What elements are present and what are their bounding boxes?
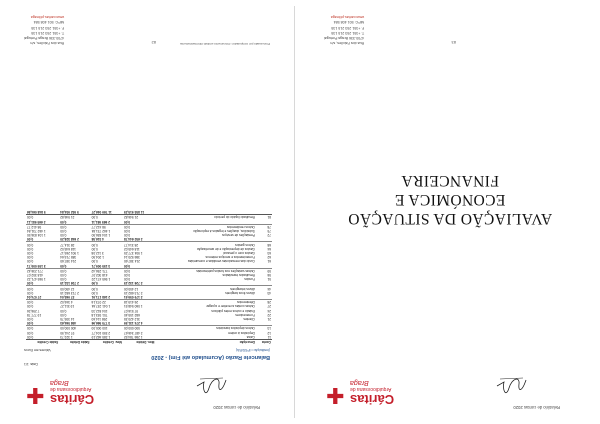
cell-sc: 0,00 — [27, 242, 34, 247]
cell-conta: 21 — [267, 316, 271, 321]
cell-sd: 1 322,73 — [60, 334, 73, 339]
left-page — [6, 6, 295, 418]
logo-sub: Arquidiocesana de — [50, 386, 92, 392]
cell-cred: 4 316,58 — [91, 237, 123, 242]
table-row — [26, 251, 272, 255]
section-title-line: AVALIAÇÃO DA SITUAÇÃO — [347, 210, 553, 227]
cell-deb: 0,00 — [123, 268, 131, 273]
cell-sd: 0,00 — [60, 308, 67, 313]
cell-desc: Ativos fixos tangíveis — [225, 290, 255, 295]
cell-deb: 2 179 059,91 — [123, 295, 155, 300]
cell-sd: 19 311,27 — [60, 304, 75, 309]
address-line: 4700-336 Braga Portugal — [324, 36, 365, 41]
cell-desc: Fundos — [244, 277, 255, 282]
cell-sc: 0,00 — [26, 237, 59, 242]
cell-deb: 500 000,00 — [123, 326, 140, 331]
address-line: NIPC: 501 408 584 — [33, 20, 65, 25]
cell-sd: 385 715,64 — [60, 255, 77, 260]
cell-deb: 682 155,40 — [123, 312, 140, 317]
cell-deb: 1 904 377,25 — [123, 250, 143, 255]
cell-sc: 0,00 — [27, 215, 34, 220]
cell-desc: Caixa — [246, 334, 255, 339]
cell-conta: 56 — [267, 272, 271, 277]
cell-deb: 2 713 682,15 — [123, 290, 143, 295]
cell-sd: 97 241,90 — [60, 330, 75, 335]
cell-conta — [256, 237, 272, 242]
cell-cred: 771 236,42 — [91, 268, 108, 273]
cell-sd: 14 305,75 — [60, 316, 75, 321]
cell-desc: Outros gastos — [235, 242, 255, 247]
cell-sc: 0,00 — [27, 326, 34, 331]
report-date: Relatório de contas 2020 — [213, 405, 260, 410]
cell-deb: 2 487 346,67 — [123, 330, 143, 335]
cell-sd: 4 346,02 — [60, 300, 73, 305]
report-title: Balancete Razão (Acumulado até Fim) - 2020 — [151, 354, 270, 360]
cell-desc — [155, 219, 256, 224]
cell-conta: 51 — [267, 277, 271, 282]
website-link[interactable]: www.caritas.pt/braga — [330, 15, 365, 20]
cell-sc: 0,00 — [27, 316, 34, 321]
cell-sd: 400 000,00 — [60, 326, 77, 331]
cell-sd: 0,00 — [60, 233, 67, 238]
cell-desc: Ativos intangíveis — [230, 286, 255, 291]
cell-conta: 78 — [267, 224, 271, 229]
col-mov-debito: Mov. Débito — [123, 339, 155, 344]
cell-conta: 62 — [267, 255, 271, 260]
report-date: Relatório de contas 2020 — [513, 405, 560, 410]
subtotal-row — [26, 295, 272, 300]
address-block — [324, 14, 364, 45]
cell-deb: 214 387,60 — [123, 259, 140, 264]
table-row — [26, 304, 272, 308]
cell-deb: 386 920,14 — [123, 255, 140, 260]
cell-sd: 37 963,04 — [59, 295, 90, 300]
cell-cred: 0,00 — [91, 290, 98, 295]
cell-desc — [155, 237, 256, 242]
cell-cred: 3 775 566,96 — [91, 321, 123, 326]
cell-conta: 72 — [267, 233, 271, 238]
address-line: T. +351 253 215 135 — [331, 30, 365, 35]
cell-cred: 1 285 462,19 — [91, 334, 111, 339]
cell-sc: 0,00 — [27, 255, 34, 260]
col-mov-credito: Mov. Crédito — [91, 339, 123, 344]
cell-cred: 0,00 — [91, 246, 98, 251]
cell-desc: Prestações de serviços — [221, 233, 255, 238]
website-link[interactable]: www.caritas.pt/braga — [30, 15, 65, 20]
table-row — [26, 233, 272, 237]
table-row — [26, 291, 272, 295]
balance-table — [26, 210, 272, 344]
cell-sc: 0,00 — [27, 259, 34, 264]
cell-sc: 0,00 — [27, 286, 34, 291]
table-row — [26, 229, 272, 233]
cell-sd: 118 645,02 — [60, 246, 76, 251]
cell-deb: 2 726 132,15 — [123, 281, 155, 286]
cell-cred: 11 769 046,27 — [91, 210, 123, 215]
left-page-footer — [24, 14, 276, 54]
cell-sc: 771 236,42 — [27, 268, 43, 273]
logo-city: Braga — [350, 379, 369, 386]
address-line: F. +351 253 215 135 — [331, 25, 365, 30]
cell-desc: Depósitos à ordem — [228, 330, 255, 335]
address-line: T. +351 253 215 135 — [31, 30, 65, 35]
table-row — [26, 268, 272, 273]
cell-sd: 0,00 — [59, 263, 90, 268]
cell-desc: Outros depósitos bancários — [216, 326, 255, 331]
address-line: 4700-336 Braga Portugal — [24, 36, 65, 41]
cell-sc: 98 412,77 — [27, 224, 42, 229]
table-row — [26, 330, 272, 334]
cell-conta: 27 — [267, 304, 271, 309]
cell-sd: 0,00 — [60, 277, 67, 282]
subtotal-row — [26, 281, 272, 286]
table-header-row — [26, 339, 272, 344]
right-page-header — [320, 368, 580, 412]
cell-cred: 0,00 — [91, 286, 98, 291]
footnote: Processado por computador • Documento emitido informaticamente — [179, 42, 270, 46]
cell-sc: 0,00 — [27, 290, 34, 295]
cell-deb: 0,00 — [123, 272, 131, 277]
cell-sd: 0,00 — [59, 219, 90, 224]
page-number: 82 — [151, 40, 156, 45]
cell-sc: 2 665 981,11 — [26, 219, 59, 224]
cell-deb: 0,00 — [123, 277, 131, 282]
cell-desc: Resultado líquido do período — [214, 215, 255, 220]
table-row — [26, 286, 272, 291]
cell-sc: 0,00 — [26, 281, 59, 286]
table-row — [26, 277, 272, 281]
cell-cred: 104 812,33 — [91, 308, 108, 313]
cell-deb: 21 946,82 — [123, 215, 139, 220]
cell-sd: 498 564,63 — [59, 321, 90, 326]
page-number: 83 — [451, 40, 456, 45]
table-row — [26, 335, 272, 340]
signature — [494, 376, 528, 394]
cell-deb: 0,00 — [123, 228, 131, 233]
cell-deb: 1 060 548,91 — [123, 304, 143, 309]
cell-desc — [155, 263, 256, 268]
col-saldo-credito: Saldo Crédito — [26, 339, 59, 344]
cell-conta: 61 — [267, 259, 271, 264]
report-unit: Valores em Euros — [24, 348, 51, 352]
cell-conta: 64 — [267, 246, 271, 251]
cell-sd: 0,00 — [60, 224, 67, 229]
cell-sd: 21 946,82 — [60, 215, 75, 220]
cell-conta — [256, 321, 272, 326]
cell-cred: 2 390 104,77 — [91, 330, 111, 335]
cell-sd: 28 314,77 — [60, 242, 75, 247]
cell-sc: 0,00 — [26, 321, 59, 326]
cell-cred: 0,00 — [91, 281, 123, 286]
cell-conta — [256, 210, 272, 215]
caritas-logo — [24, 370, 94, 410]
table-row — [26, 259, 272, 263]
subtotal-row — [26, 237, 272, 242]
cell-conta: 68 — [267, 242, 271, 247]
cell-desc: Outras variações nos fundos patrimoniais — [196, 268, 255, 273]
right-page — [306, 6, 594, 418]
subtotal-row — [26, 263, 272, 268]
cell-desc — [155, 210, 256, 215]
cell-cred: 701 933,18 — [91, 312, 108, 317]
cell-desc — [155, 281, 256, 286]
total-row — [26, 210, 272, 215]
address-line: F. +351 253 215 135 — [31, 25, 65, 30]
address-line: Rua dos Falcões, s/n — [30, 41, 65, 46]
cell-sc: 0,00 — [27, 330, 34, 335]
cell-cred: 0,00 — [91, 259, 98, 264]
cross-icon: ✚ — [26, 383, 45, 408]
cell-cred: 1 204,50 — [91, 255, 104, 260]
cell-sc: 0,00 — [27, 304, 34, 309]
table-row — [26, 308, 272, 312]
cell-desc: Gastos com o pessoal — [223, 250, 255, 255]
cell-cred: 3 112,08 — [91, 250, 104, 255]
cell-conta: 59 — [267, 268, 271, 273]
cell-deb: 4 274 131,59 — [123, 321, 155, 326]
cell-deb: 97 516,07 — [123, 308, 139, 313]
cell-sd: 2 726 132,15 — [59, 281, 90, 286]
cell-cred: 2 168 171,91 — [91, 295, 123, 300]
cell-conta — [256, 281, 272, 286]
address-block — [24, 14, 64, 45]
cell-conta: 11 — [267, 334, 271, 339]
table-row — [26, 317, 272, 321]
right-page-content — [306, 6, 594, 418]
cell-sd: 0,00 — [60, 268, 67, 273]
cell-conta — [256, 219, 272, 224]
cell-sc: 19 777,78 — [27, 312, 42, 317]
cell-desc: Fornecimentos e serviços externos — [205, 255, 255, 260]
cell-conta: 24 — [267, 308, 271, 313]
left-page-header — [20, 368, 280, 412]
cell-conta: 13 — [267, 326, 271, 331]
cell-desc: Gastos de depreciação e de amortização — [196, 246, 255, 251]
col-saldo-debito: Saldo Débito — [59, 339, 90, 344]
cell-cred: 0,00 — [91, 215, 98, 220]
cell-sd: 1 901 265,17 — [60, 250, 79, 255]
cell-cred: 98 412,77 — [91, 224, 106, 229]
cell-cred: 1 104 836,50 — [91, 233, 111, 238]
cell-conta — [256, 295, 272, 300]
cell-deb: 0,00 — [123, 263, 155, 268]
cell-deb: 26 419,18 — [123, 300, 139, 305]
col-descricao: Descrição — [155, 339, 256, 344]
cell-sd: 0,00 — [60, 228, 67, 233]
cell-conta: 28 — [267, 300, 271, 305]
table-row — [26, 255, 272, 259]
cell-conta: 63 — [267, 250, 271, 255]
cell-sc: 1 104 836,50 — [27, 233, 46, 238]
cell-deb: 0,00 — [123, 219, 155, 224]
cross-icon: ✚ — [326, 383, 345, 408]
subtotal-row — [26, 321, 272, 326]
right-page-footer — [324, 14, 576, 54]
cell-sd: 2 713 682,15 — [60, 290, 79, 295]
cell-conta: 81 — [267, 215, 271, 220]
section-title — [346, 171, 554, 228]
cell-desc: Estado e outros entes públicos — [211, 308, 255, 313]
cell-desc: Resultados transitados — [222, 272, 255, 277]
table-row — [26, 326, 272, 331]
cell-desc: Diferimentos — [237, 300, 255, 305]
cell-cred: 100 000,00 — [91, 326, 108, 331]
logo-brand: Cáritas — [350, 392, 395, 407]
cell-deb: 2 652 644,78 — [123, 237, 155, 242]
cell-desc: Outros rendimentos — [226, 224, 255, 229]
cell-sd: 5 932 934,84 — [59, 210, 90, 215]
caritas-logo — [324, 370, 394, 410]
address-line: Rua dos Falcões, s/n — [330, 41, 365, 46]
cell-conta: 43 — [267, 290, 271, 295]
cell-sc: 5 848 064,86 — [26, 210, 59, 215]
cell-sc: 7 296,26 — [27, 308, 40, 313]
logo-sub: Arquidiocesana de — [350, 386, 392, 392]
cell-desc: Custo das mercadorias vendidas e consumidas — [187, 259, 255, 264]
cell-conta: 75 — [267, 228, 271, 233]
cell-desc: Fornecedores — [235, 312, 255, 317]
left-page-content — [6, 6, 294, 418]
cell-conta — [256, 263, 272, 268]
cell-sc: 1 965 471,22 — [27, 277, 46, 282]
cell-deb: 12 450,00 — [123, 286, 139, 291]
cell-conta: 44 — [267, 286, 271, 291]
cell-sc: 0,00 — [27, 250, 34, 255]
cell-cred: 3 155 009,71 — [91, 263, 123, 268]
cell-sc: 27 074,04 — [26, 295, 59, 300]
cell-sd: 2 648 328,20 — [59, 237, 90, 242]
cell-cred: 418 302,07 — [91, 272, 108, 277]
cell-conta: 12 — [267, 330, 271, 335]
cell-sd: 12 450,00 — [60, 286, 75, 291]
table-row — [26, 313, 272, 317]
cell-deb: 28 314,77 — [123, 242, 139, 247]
cell-sd: 214 387,60 — [60, 259, 77, 264]
cell-cred: 0,00 — [91, 242, 98, 247]
cell-sc: 418 302,07 — [27, 272, 43, 277]
section-title-line: ECONÓMICA E FINANCEIRA — [394, 172, 506, 208]
cell-sd: 0,00 — [60, 272, 67, 277]
table-row — [26, 224, 272, 229]
logo-brand: Cáritas — [50, 392, 95, 407]
cell-desc: Subsídios, doações e legados à exploração — [193, 228, 255, 233]
col-conta: Conta — [256, 339, 272, 344]
cell-sc: 0,00 — [27, 300, 34, 305]
table-body — [26, 210, 272, 339]
cell-desc: Outras contas a receber e a pagar — [206, 304, 255, 309]
cell-sc: 0,00 — [27, 246, 34, 251]
report-subtitle: (Instituição • IPSS/RA) — [236, 348, 270, 352]
cell-cred: 298 114,60 — [91, 316, 108, 321]
cell-conta: 22 — [267, 312, 271, 317]
signature — [194, 376, 228, 394]
cell-cred: 1 462 731,84 — [91, 228, 111, 233]
cell-cred: 1 041 237,64 — [91, 304, 111, 309]
cell-desc — [155, 295, 256, 300]
address-line: NIPC: 501 408 584 — [333, 20, 365, 25]
cell-deb: 0,00 — [123, 224, 131, 229]
print-date: Data: 1/1 — [24, 362, 38, 366]
cell-deb: 0,00 — [123, 233, 131, 238]
logo-city: Braga — [50, 379, 69, 386]
cell-deb: 118 645,02 — [123, 246, 140, 251]
table-row — [26, 247, 272, 251]
cell-cred: 22 073,16 — [91, 300, 106, 305]
cell-sc: 3 155 009,71 — [26, 263, 59, 268]
table-row — [26, 273, 272, 277]
cell-sd: 0,00 — [60, 312, 67, 317]
cell-cred: 2 665 981,11 — [91, 219, 123, 224]
subtotal-row — [26, 219, 272, 224]
cell-desc: Clientes — [243, 316, 255, 321]
cell-cred: 1 965 471,22 — [91, 277, 111, 282]
table-row — [26, 242, 272, 247]
cell-sc: 1 462 731,84 — [27, 228, 46, 233]
cell-deb: 11 853 915,25 — [123, 210, 155, 215]
cell-deb: 1 286 784,92 — [123, 334, 143, 339]
cell-deb: 312 420,35 — [123, 316, 140, 321]
table-row — [26, 215, 272, 220]
cell-desc — [155, 321, 256, 326]
cell-sc: 0,00 — [27, 334, 34, 339]
